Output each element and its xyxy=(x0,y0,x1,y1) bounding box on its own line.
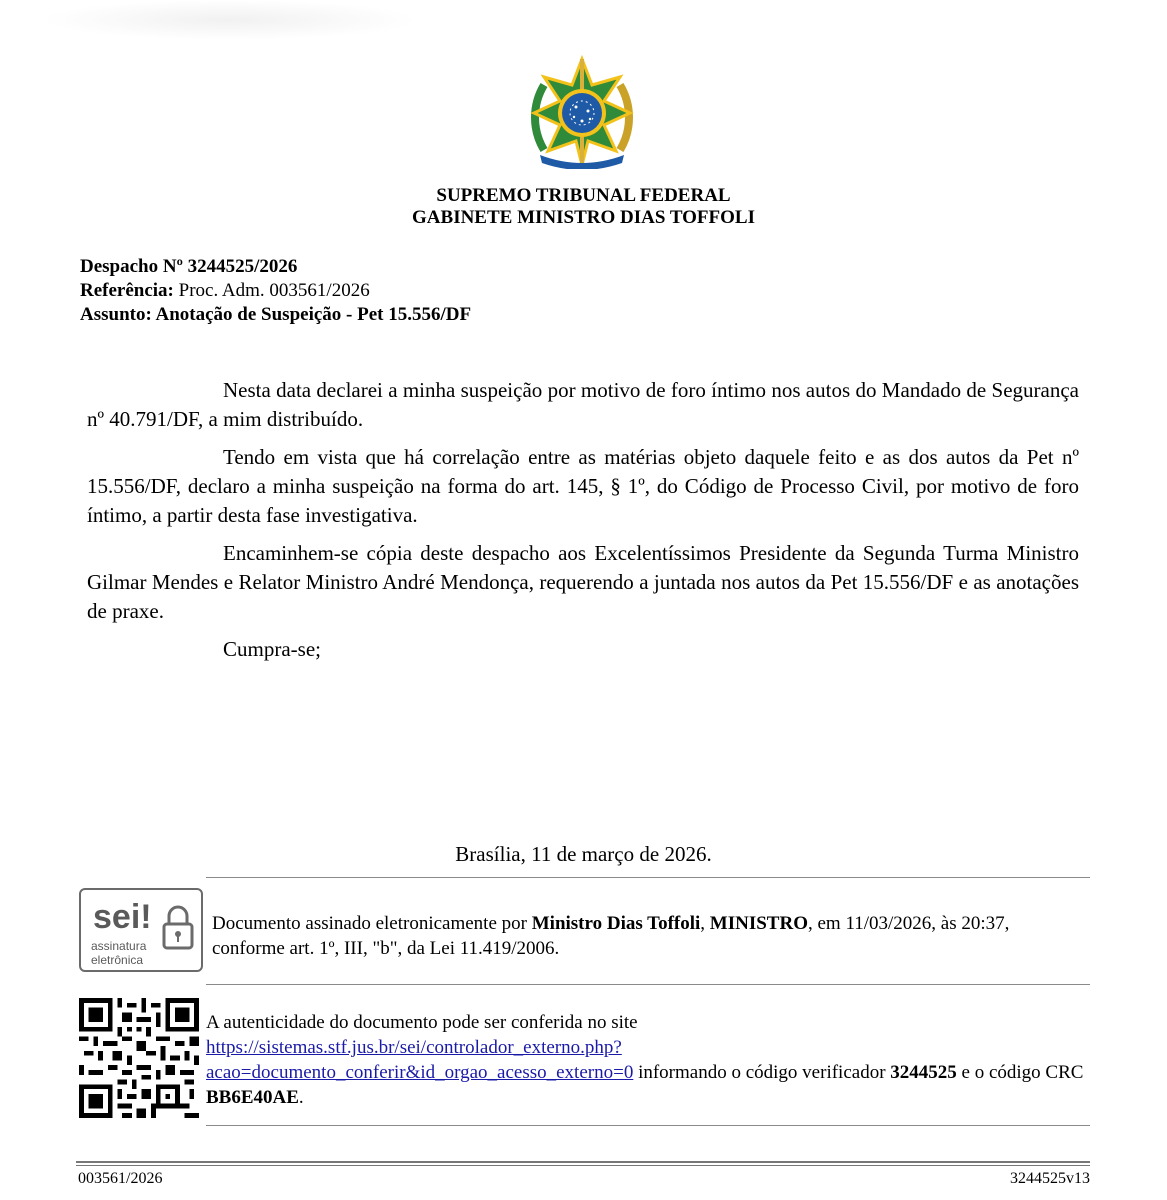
sei-signature-seal xyxy=(79,888,203,972)
link-line2: acao=documento_conferir&id_orgao_acesso_externo=0 xyxy=(206,1062,634,1083)
footer-process-number: 003561/2026 xyxy=(78,1170,163,1187)
auth-mid2: e o código CRC xyxy=(956,1062,1084,1083)
footer-rule xyxy=(76,1161,1090,1163)
referencia-line xyxy=(80,279,370,303)
sei-line1-text: assinatura xyxy=(91,939,147,953)
auth-end: . xyxy=(298,1087,304,1108)
signature-statement xyxy=(212,911,1082,961)
paragraph-3: Encaminhem-se cópia deste despacho aos Excelentíssimos Presidente da Segunda Turma Ministro Gilmar Mendes e Relator Ministro André Mendonça, requerendo a juntada nos autos da Pet 15.556/DF e as anotações de praxe. xyxy=(87,541,1079,623)
paragraph-2: Tendo em vista que há correlação entre as matérias objeto daquele feito e as dos autos da Pet nº 15.556/DF, declaro a minha suspeição na forma do art. 145, § 1º, do Código de Processo Civil, por motivo de foro íntimo, a partir desta fase investigativa. xyxy=(87,445,1079,527)
signer-role: MINISTRO xyxy=(709,913,808,934)
office-name: GABINETE MINISTRO DIAS TOFFOLI xyxy=(412,207,755,228)
paragraph-4: Cumpra-se; xyxy=(223,637,321,661)
place-and-date: Brasília, 11 de março de 2026. xyxy=(455,842,712,866)
divider xyxy=(206,984,1090,985)
despacho-label: Despacho Nº 3244525/2026 xyxy=(80,256,298,277)
auth-intro: A autenticidade do documento pode ser conferida no site xyxy=(206,1012,638,1033)
brazil-coat-of-arms-emblem xyxy=(526,55,638,169)
signer-name: Ministro Dias Toffoli xyxy=(531,913,701,934)
padlock-icon xyxy=(164,907,192,948)
divider xyxy=(206,1125,1090,1126)
footer-document-version: 3244525v13 xyxy=(1010,1170,1090,1187)
document-body xyxy=(87,376,1079,673)
sei-seal-graphic xyxy=(81,890,201,970)
referencia-label: Referência: xyxy=(80,280,174,301)
assunto-line xyxy=(80,303,471,327)
crc-code: BB6E40AE xyxy=(206,1087,299,1108)
signature-sep: , xyxy=(700,913,710,934)
scan-shadow xyxy=(40,0,420,40)
verifier-code: 3244525 xyxy=(890,1062,957,1083)
signature-pre: Documento assinado eletronicamente por xyxy=(212,913,532,934)
divider xyxy=(206,877,1090,878)
signature-post: , em 11/03/2026, às 20:37, conforme art. 1º, III, "b", da Lei 11.419/2006. xyxy=(212,913,1010,959)
despacho-number xyxy=(80,255,297,279)
verification-link[interactable] xyxy=(206,1037,633,1083)
sei-brand-text: sei! xyxy=(93,898,152,936)
sei-line2-text: eletrônica xyxy=(91,953,144,967)
court-name: SUPREMO TRIBUNAL FEDERAL xyxy=(436,185,731,206)
footer-rule xyxy=(76,1165,1090,1166)
paragraph-1: Nesta data declarei a minha suspeição por motivo de foro íntimo nos autos do Mandado de Segurança nº 40.791/DF, a mim distribuído. xyxy=(87,378,1079,431)
link-line1: https://sistemas.stf.jus.br/sei/controlador_externo.php? xyxy=(206,1037,622,1058)
authenticity-statement xyxy=(206,1010,1086,1110)
auth-mid: informando o código verificador xyxy=(633,1062,891,1083)
qr-code xyxy=(79,998,199,1118)
referencia-value: Proc. Adm. 003561/2026 xyxy=(173,280,370,301)
assunto-label: Assunto: Anotação de Suspeição - Pet 15.556/DF xyxy=(80,304,472,325)
